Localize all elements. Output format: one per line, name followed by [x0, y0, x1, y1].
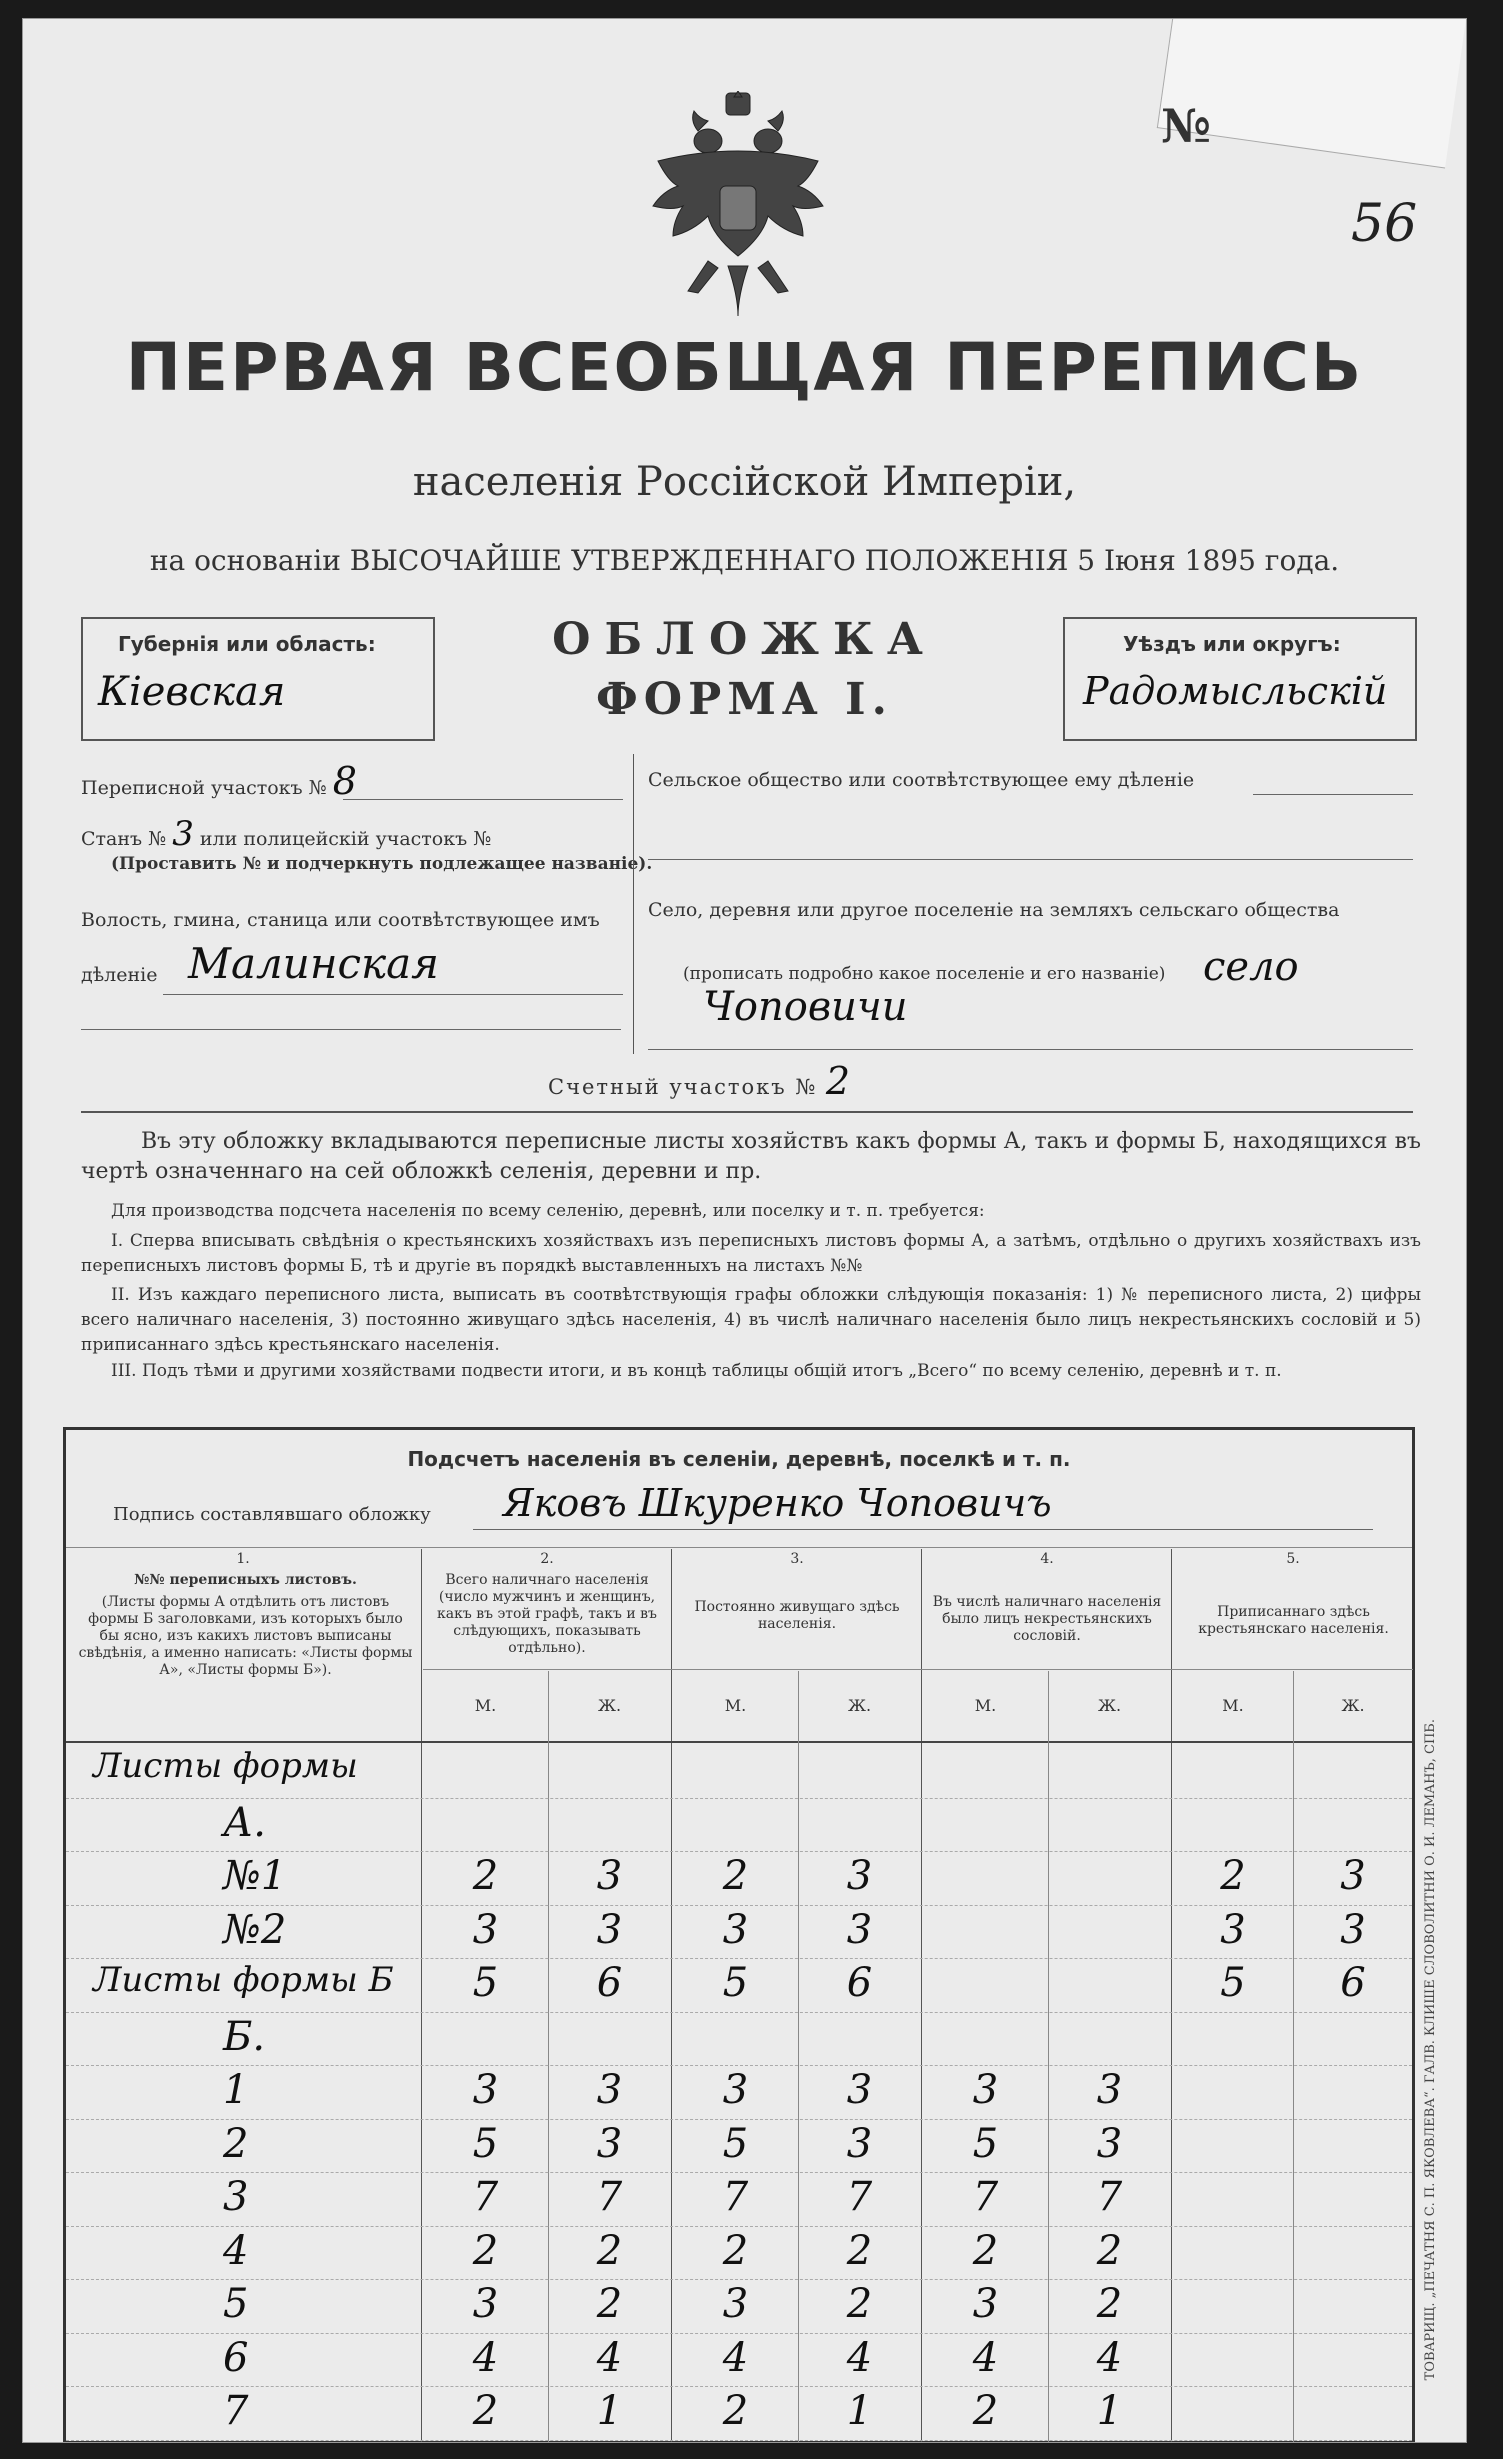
count-cell: 2	[972, 2388, 999, 2434]
table-row	[66, 1798, 1412, 1799]
double-headed-eagle-icon	[638, 91, 838, 321]
table-row	[66, 1851, 1412, 1852]
col5-head: Приписаннаго здѣсь крестьянскаго населенія.	[1198, 1604, 1389, 1637]
row-sheet-label: №1	[223, 1853, 287, 1899]
count-cell: 3	[846, 2120, 873, 2167]
gubernia-value: Кіевская	[98, 669, 286, 715]
schetny-underline	[81, 1111, 1413, 1113]
uchastok-underline	[343, 799, 623, 800]
male-col-header: М.	[974, 1696, 997, 1715]
row-sheet-label: №2	[223, 1906, 287, 1953]
count-cell: 4	[1096, 2334, 1123, 2381]
count-cell: 2	[1220, 1853, 1246, 1899]
female-col-header: Ж.	[1341, 1696, 1365, 1715]
table-row	[66, 2440, 1412, 2441]
number-sign: №	[1161, 99, 1211, 153]
col-line-4	[1171, 1549, 1172, 2443]
count-cell: 4	[472, 2334, 499, 2381]
volost-label-2: дѣленіе	[81, 964, 158, 986]
village-value-2: Чоповичи	[703, 984, 908, 1030]
count-cell: 5	[472, 2120, 499, 2167]
female-col-header: Ж.	[1097, 1696, 1122, 1715]
count-cell: 3	[846, 1853, 873, 1899]
count-cell: 2	[596, 2227, 623, 2274]
count-cell: 3	[596, 1853, 623, 1899]
count-cell: 3	[1340, 1906, 1366, 1953]
stan-rest: или полицейскій участокъ №	[199, 828, 492, 850]
stan-label: Станъ №	[81, 828, 167, 850]
col-num-4: 4.	[1040, 1551, 1054, 1567]
count-cell: 2	[472, 2388, 499, 2434]
mz-divider	[1048, 1671, 1049, 2443]
count-cell: 7	[722, 2174, 749, 2220]
count-cell: 5	[1220, 1960, 1246, 2006]
female-col-header: Ж.	[847, 1696, 872, 1715]
village-underline	[648, 1049, 1413, 1050]
printer-imprint: ТОВАРИЩ. „ПЕЧАТНЯ С. П. ЯКОВЛЕВА“. ГАЛВ. КЛИШЕ СЛОВОЛИТНИ О. И. ЛЕМАНЪ, СПБ.	[1423, 1719, 1438, 2381]
stan-value: 3	[172, 814, 194, 854]
gubernia-label: Губернія или область:	[118, 632, 376, 656]
mz-divider	[798, 1671, 799, 2443]
row-sheet-label: А.	[223, 1799, 267, 1846]
volost-underline	[163, 994, 623, 995]
col4-head: Въ числѣ наличнаго населенія было лицъ некрестьянскихъ сословій.	[932, 1594, 1162, 1644]
row-sheet-label: 2	[223, 2120, 249, 2167]
count-cell: 3	[722, 2067, 749, 2113]
instructions-p4: III. Подъ тѣми и другими хозяйствами подвести итоги, и въ концѣ таблицы общій итогъ „Всего“ по всему селенію, деревнѣ и т. п.	[111, 1361, 1282, 1381]
volost-label: Волость, гмина, станица или соотвѣтствующее имъ	[81, 909, 600, 931]
uezd-value: Радомысльскій	[1083, 669, 1388, 713]
society-underline-2	[648, 859, 1413, 860]
village-value-1: село	[1203, 944, 1299, 990]
form-subtitle: населенія Россійской Имперіи,	[412, 459, 1077, 505]
count-cell: 3	[1220, 1906, 1246, 1953]
count-cell: 5	[472, 1960, 499, 2006]
count-cell: 3	[472, 2281, 499, 2327]
count-cell: 3	[596, 2120, 623, 2167]
count-cell: 7	[972, 2174, 999, 2220]
col-num-2: 2.	[540, 1551, 554, 1567]
signature-underline	[473, 1529, 1373, 1530]
count-cell: 7	[596, 2174, 623, 2220]
count-cell: 2	[472, 1853, 499, 1899]
table-row	[66, 2065, 1412, 2066]
row-sheet-label: Б.	[223, 2013, 266, 2060]
count-cell: 3	[1096, 2067, 1123, 2113]
count-cell: 7	[472, 2174, 499, 2220]
female-col-header: Ж.	[597, 1696, 622, 1715]
fields-divider	[633, 754, 634, 1054]
handwritten-sheet-number: 56	[1351, 194, 1418, 254]
count-cell: 2	[722, 1853, 749, 1899]
count-cell: 3	[472, 2067, 499, 2113]
village-note: (прописать подробно какое поселеніе и его названіе)	[683, 964, 1166, 984]
signature-value: Яковъ Шкуренко Чоповичъ	[503, 1481, 1052, 1525]
count-cell: 2	[596, 2281, 623, 2327]
uezd-label: Уѣздъ или округъ:	[1123, 632, 1341, 656]
count-cell: 3	[1096, 2120, 1123, 2167]
header-top-line	[66, 1547, 1412, 1548]
form-number-label: ФОРМА І.	[596, 674, 893, 725]
male-col-header: М.	[474, 1696, 497, 1715]
col1-head: №№ переписныхъ листовъ.	[134, 1572, 357, 1588]
society-underline	[1253, 794, 1413, 795]
table-row	[66, 1958, 1412, 1959]
count-cell: 5	[722, 2120, 749, 2167]
male-col-header: М.	[724, 1696, 747, 1715]
table-row	[66, 2333, 1412, 2334]
count-cell: 3	[472, 1906, 499, 1953]
count-cell: 6	[596, 1960, 623, 2006]
count-cell: 5	[722, 1960, 749, 2006]
count-cell: 3	[846, 2067, 873, 2113]
col-line-1	[421, 1549, 422, 2443]
table-row	[66, 2279, 1412, 2280]
count-cell: 7	[846, 2174, 873, 2220]
uchastok-value: 8	[332, 759, 357, 803]
col-line-2	[671, 1549, 672, 2443]
count-cell: 1	[846, 2388, 873, 2434]
volost-value: Малинская	[188, 939, 439, 988]
village-label: Село, деревня или другое поселеніе на земляхъ сельскаго общества	[648, 899, 1340, 921]
count-cell: 4	[596, 2334, 623, 2381]
mz-top-line	[423, 1669, 1413, 1670]
instructions-p2: І. Сперва вписывать свѣдѣнія о крестьянскихъ хозяйствахъ изъ переписныхъ листовъ формы А, а затѣмъ, отдѣльно о другихъ хозяйствахъ изъ переписныхъ листовъ формы Б, тѣ и другіе въ порядкѣ выставленныхъ на листахъ №№	[81, 1231, 1421, 1276]
uchastok-label: Переписной участокъ №	[81, 777, 327, 799]
count-cell: 1	[596, 2388, 623, 2434]
col-num-1: 1.	[236, 1551, 250, 1567]
row-sheet-label: Листы формы Б	[93, 1960, 394, 2000]
society-label: Сельское общество или соотвѣтствующее ему дѣленіе	[648, 769, 1195, 791]
instructions-p3: II. Изъ каждаго переписного листа, выписать въ соотвѣтствующія графы обложки слѣдующія показанія: 1) № переписного листа, 2) цифры всего наличнаго населенія, 3) постоянно живущаго здѣсь населенія, 4) въ числѣ наличнаго населенія было лицъ некрестьянскихъ сословій и 5) приписаннаго здѣсь крестьянскаго населенія.	[81, 1285, 1421, 1355]
stan-note: (Проставить № и подчеркнуть подлежащее названіе).	[111, 854, 653, 874]
form-title: ПЕРВАЯ ВСЕОБЩАЯ ПЕРЕПИСЬ	[125, 329, 1364, 406]
count-cell: 2	[472, 2227, 499, 2274]
count-cell: 4	[972, 2334, 999, 2381]
count-cell: 7	[1096, 2174, 1123, 2220]
count-cell: 4	[722, 2334, 749, 2381]
header-bottom-line	[66, 1741, 1412, 1743]
col-line-3	[921, 1549, 922, 2443]
row-sheet-label: 1	[223, 2067, 249, 2113]
table-row	[66, 2119, 1412, 2120]
col2-head: Всего наличнаго населенія (число мужчинъ и женщинъ, какъ въ этой графѣ, такъ и въ слѣдующихъ, показывать отдѣльно).	[437, 1572, 657, 1656]
col3-head: Постоянно живущаго здѣсь населенія.	[694, 1599, 900, 1632]
cover-label: ОБЛОЖКА	[552, 614, 937, 665]
count-cell: 2	[722, 2388, 749, 2434]
count-cell: 4	[846, 2334, 873, 2381]
count-cell: 3	[972, 2067, 999, 2113]
count-cell: 3	[972, 2281, 999, 2327]
mz-divider	[548, 1671, 549, 2443]
count-cell: 3	[722, 1906, 749, 1953]
schetny-value: 2	[825, 1059, 853, 1103]
count-cell: 3	[846, 1906, 873, 1953]
count-cell: 2	[1096, 2281, 1123, 2327]
volost-underline-2	[81, 1029, 621, 1030]
count-cell: 3	[1340, 1853, 1366, 1899]
table-row	[66, 2172, 1412, 2173]
row-sheet-label: 5	[223, 2281, 249, 2327]
schetny-label: Счетный участокъ №	[548, 1075, 818, 1099]
table-row	[66, 1905, 1412, 1906]
table-row	[66, 2226, 1412, 2227]
signature-label: Подпись составлявшаго обложку	[113, 1504, 431, 1525]
table-row	[66, 2012, 1412, 2013]
count-cell: 6	[1340, 1960, 1366, 2006]
count-cell: 3	[596, 1906, 623, 1953]
table-title: Подсчетъ населенія въ селеніи, деревнѣ, поселкѣ и т. п.	[407, 1447, 1071, 1471]
mz-divider	[1293, 1671, 1294, 2443]
row-sheet-label: 6	[223, 2334, 249, 2381]
row-sheet-label: 7	[223, 2388, 249, 2434]
row-sheet-label: 4	[223, 2227, 249, 2274]
count-cell: 2	[846, 2281, 873, 2327]
count-cell: 5	[972, 2120, 999, 2167]
count-cell: 3	[722, 2281, 749, 2327]
col1-note: (Листы формы А отдѣлить отъ листовъ формы Б заголовками, изъ которыхъ было бы ясно, изъ какихъ листовъ выписаны свѣдѣнія, а именно написать: «Листы формы А», «Листы формы Б»).	[78, 1594, 413, 1678]
census-form-sheet	[22, 18, 1467, 2443]
instructions-intro: Въ эту обложку вкладываются переписные листы хозяйствъ какъ формы А, такъ и формы Б, находящихся въ чертѣ означеннаго на сей обложкѣ селенія, деревни и пр.	[81, 1129, 1421, 1184]
count-cell: 2	[846, 2227, 873, 2274]
form-basis: на основаніи ВЫСОЧАЙШЕ УТВЕРЖДЕННАГО ПОЛОЖЕНІЯ 5 Іюня 1895 года.	[149, 544, 1340, 577]
row-sheet-label: Листы формы	[93, 1746, 358, 1786]
count-cell: 3	[596, 2067, 623, 2113]
col-num-3: 3.	[790, 1551, 804, 1567]
male-col-header: М.	[1222, 1696, 1244, 1715]
row-sheet-label: 3	[223, 2174, 249, 2220]
count-cell: 1	[1096, 2388, 1123, 2434]
count-cell: 2	[972, 2227, 999, 2274]
col-num-5: 5.	[1286, 1551, 1300, 1567]
table-row	[66, 2386, 1412, 2387]
instructions-p1: Для производства подсчета населенія по всему селенію, деревнѣ, или поселку и т. п. требуется:	[111, 1201, 985, 1221]
count-cell: 2	[1096, 2227, 1123, 2274]
count-cell: 2	[722, 2227, 749, 2274]
count-cell: 6	[846, 1960, 873, 2006]
